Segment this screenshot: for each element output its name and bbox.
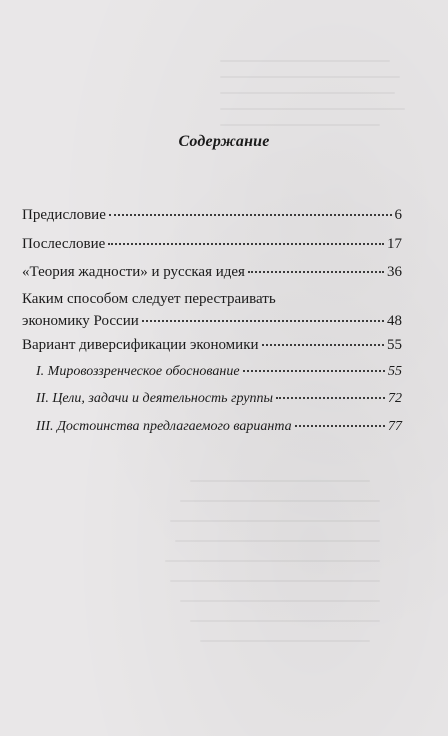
toc-entry-page: 55 bbox=[387, 337, 402, 353]
bleed-through-line bbox=[220, 124, 380, 126]
dot-leader bbox=[295, 425, 385, 427]
toc-entry-label: «Теория жадности» и русская идея bbox=[22, 264, 245, 280]
toc-subentry bbox=[36, 362, 402, 382]
toc-entry bbox=[22, 234, 402, 254]
toc-entry bbox=[22, 288, 402, 332]
toc-entry-label: Послесловие bbox=[22, 236, 106, 252]
bleed-through-line bbox=[220, 108, 405, 110]
dot-leader bbox=[108, 243, 384, 245]
bleed-through-line bbox=[190, 480, 370, 482]
toc-heading: Содержание bbox=[178, 133, 270, 150]
bleed-through-line bbox=[220, 76, 400, 78]
bleed-through-line bbox=[180, 500, 380, 502]
bleed-through-line bbox=[220, 60, 390, 62]
toc-entry-page: 17 bbox=[387, 236, 402, 252]
toc-subentry bbox=[36, 389, 402, 409]
toc-entry-page: 36 bbox=[387, 264, 402, 280]
bleed-through-line bbox=[175, 540, 380, 542]
toc-subentry-label: II. Цели, задачи и деятельность группы bbox=[36, 391, 273, 406]
toc-entry-label: Предисловие bbox=[22, 207, 106, 223]
toc-entry-label-line1: Каким способом следует перестраивать bbox=[22, 291, 276, 307]
toc-entry bbox=[22, 335, 402, 355]
bleed-through-line bbox=[170, 580, 380, 582]
dot-leader bbox=[248, 271, 384, 273]
dot-leader bbox=[142, 320, 384, 322]
dot-leader bbox=[262, 344, 384, 346]
toc-subentry-label: III. Достоинства предлагаемого варианта bbox=[36, 419, 292, 434]
bleed-through-line bbox=[190, 620, 380, 622]
dot-leader bbox=[243, 370, 385, 372]
toc-entry bbox=[22, 262, 402, 282]
bleed-through-line bbox=[200, 640, 370, 642]
bleed-through-line bbox=[165, 560, 380, 562]
bleed-through-line bbox=[180, 600, 380, 602]
dot-leader bbox=[109, 214, 392, 216]
toc-subentry-page: 77 bbox=[388, 419, 402, 434]
toc-subentry-page: 55 bbox=[388, 364, 402, 379]
toc-entry-page: 6 bbox=[394, 207, 402, 223]
toc-entry-page: 48 bbox=[387, 313, 402, 329]
dot-leader bbox=[276, 397, 385, 399]
toc-subentry bbox=[36, 417, 402, 437]
toc-entry-label: Вариант диверсификации экономики bbox=[22, 337, 259, 353]
bleed-through-line bbox=[170, 520, 380, 522]
toc-entry bbox=[22, 205, 402, 225]
toc-subentry-label: I. Мировоззренческое обоснование bbox=[36, 364, 240, 379]
toc-subentry-page: 72 bbox=[388, 391, 402, 406]
toc-entry-label-line2: экономику России bbox=[22, 313, 139, 329]
bleed-through-line bbox=[220, 92, 395, 94]
